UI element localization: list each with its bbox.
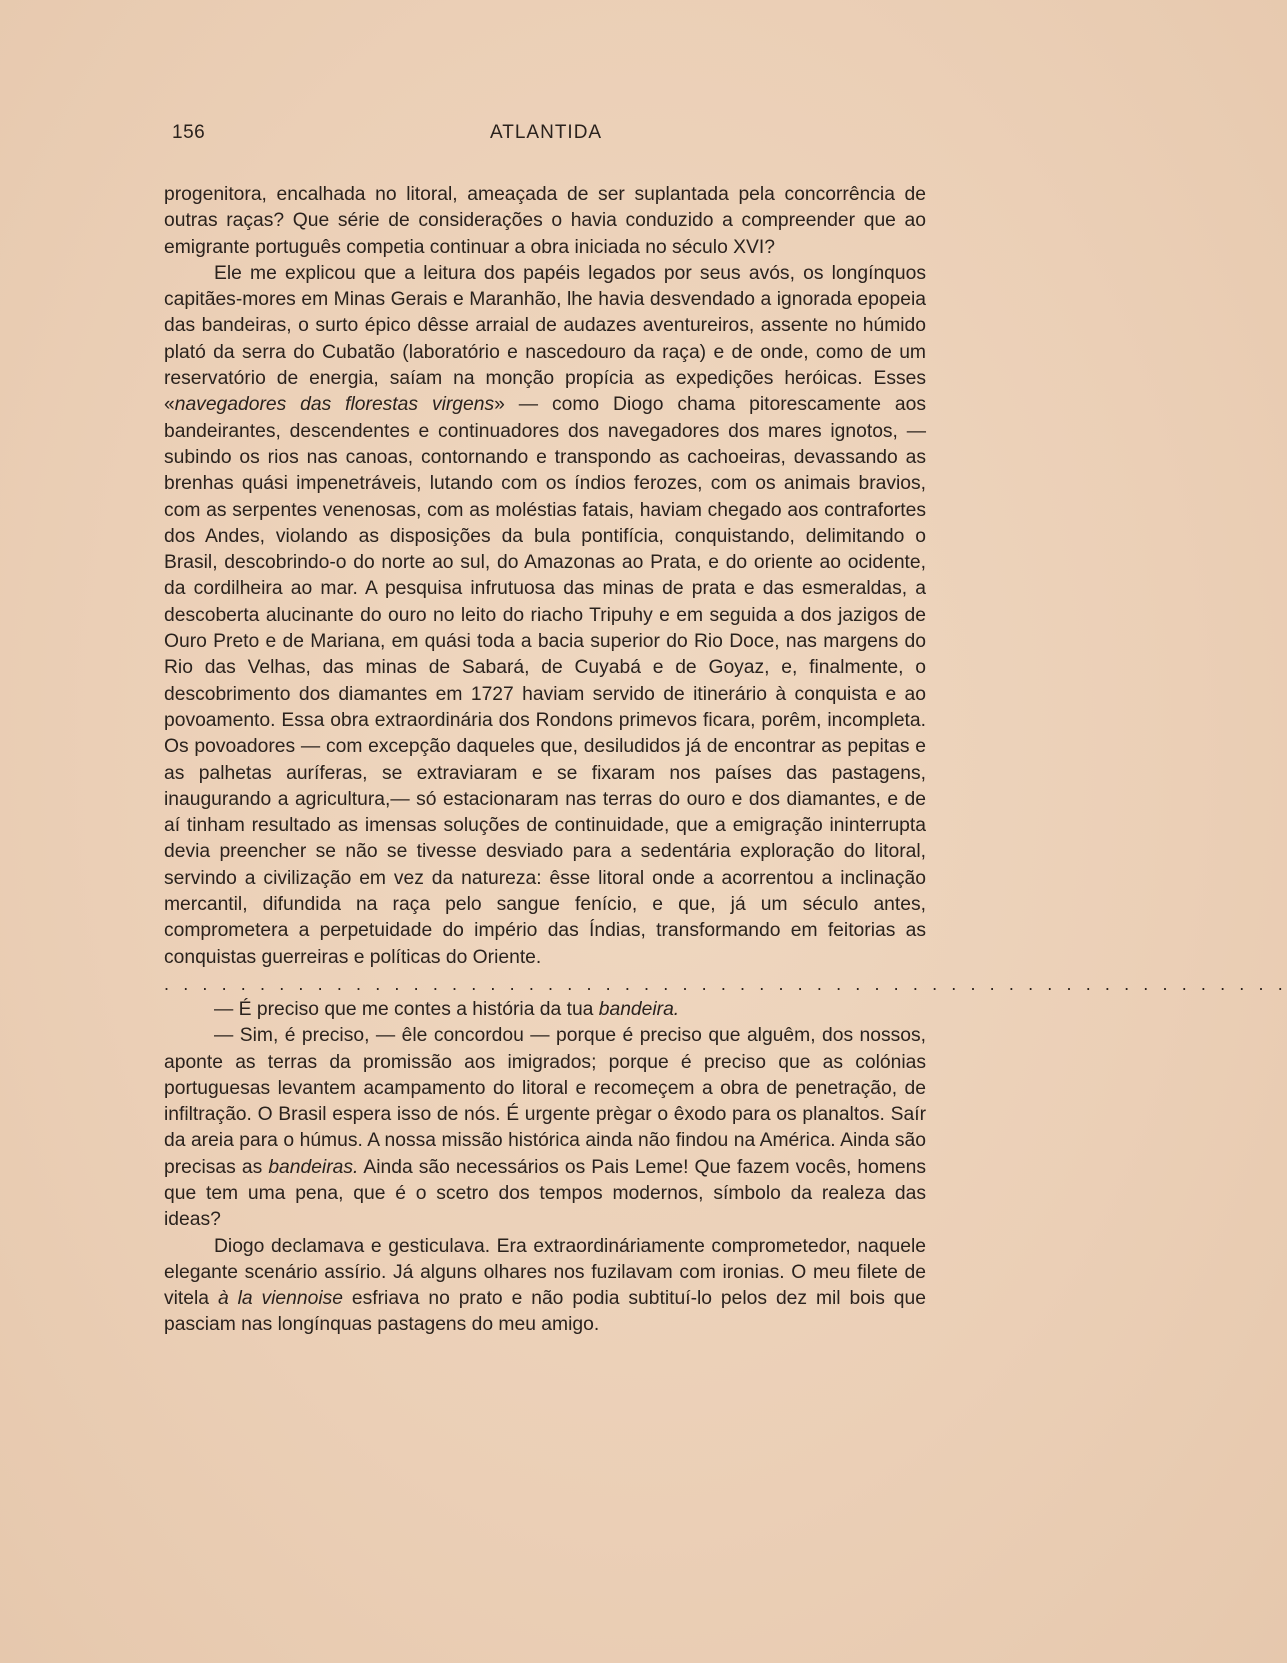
paragraph-5-text-end: esfriava no prato e não podia subtituí-lo pelos dez mil bois que pasciam nas longínquas pastagens do meu amigo. [164, 1288, 926, 1336]
page-header [172, 122, 932, 150]
paragraph-4-emphasis: bandeiras. [268, 1156, 359, 1178]
paragraph-3-text: — É preciso que me contes a história da tua [214, 998, 599, 1020]
paragraph-5-text-start: Diogo declamava e gesticulava. Era extraordináriamente comprometedor, naquele elegante scenário assírio. Já alguns olhares nos fuzilavam com ironias. O meu filete de vitela [164, 1235, 926, 1310]
paragraph-1-text: progenitora, encalhada no litoral, ameaçada de ser suplantada pela concorrência de outras raças? Que série de considerações o havia conduzido a compreender que ao emigrante português competia continuar a obra iniciada no século XVI? [164, 184, 926, 258]
paragraph-5-emphasis: à la viennoise [217, 1288, 343, 1310]
running-title: ATLANTIDA [490, 122, 603, 143]
paragraph-4-text-start: — Sim, é preciso, — êle concordou — porque é preciso que alguêm, dos nossos, aponte as terras da promissão aos imigrados; porque é preciso que as colónias portuguesas levantem acampamento do litoral e recomeçem a obra de penetração, de infiltração. O Brasil espera isso de nós. É urgente prègar o êxodo para os planaltos. Saír da areia para o húmus. A nossa missão histórica ainda não findou na América. Ainda são precisas as [164, 1025, 926, 1178]
paragraph-3-emphasis: bandeira. [598, 998, 680, 1020]
section-divider-dots: . . . . . . . . . . . . . . . . . . . . . . . . . . . . . . . . . . . . . . . . . . . . . . . . . . . . . . . . . . . [164, 973, 1287, 994]
paragraph-2-text-start: Ele me explicou que a leitura dos papéis legados por seus avós, os longínquos capitães-mores em Minas Gerais e Maranhão, lhe havia desvendado a ignorada epopeia das bandeiras, o surto épico dêsse arraial de audazes aventureiros, assente no húmido plató da serra do Cubatão (laboratório e nascedouro da raça) e de onde, como de um reservatório de energia, saíam na monção propícia as expedições heróicas. Esses « [164, 262, 926, 416]
paragraph-3 [164, 997, 926, 1023]
page-number: 156 [172, 122, 206, 143]
paragraph-1 [164, 182, 926, 261]
body-text [164, 182, 1287, 1339]
paragraph-5 [164, 1234, 926, 1339]
paragraph-4 [164, 1023, 926, 1233]
paragraph-2-text-end: » — como Diogo chama pitorescamente aos bandeirantes, descendentes e continuadores dos navegadores dos mares ignotos, — subindo os rios nas canoas, contornando e transpondo as cachoeiras, devassando as brenhas quási impenetráveis, lutando com os índios ferozes, com os animais bravios, com as serpentes venenosas, com as moléstias fatais, haviam chegado aos contrafortes dos Andes, violando as disposições da bula pontifícia, conquistando, delimitando o Brasil, descobrindo-o do norte ao sul, do Amazonas ao Prata, e do oriente ao ocidente, da cordilheira ao mar. A pesquisa infrutuosa das minas de prata e das esmeraldas, a descoberta alucinante do ouro no leito do riacho Tripuhy e em seguida a dos jazigos de Ouro Preto e de Mariana, em quási toda a bacia superior do Rio Doce, nas margens do Rio das Velhas, das minas de Sabará, de Cuyabá e de Goyaz, e, finalmente, o descobrimento dos diamantes em 1727 haviam servido de itinerário à conquista e ao povoamento. Essa obra extraordinária dos Rondons primevos ficara, porêm, incompleta. Os povoadores — com excepção daqueles que, desiludidos já de encontrar as pepitas e as palhetas auríferas, se extraviaram e se fixaram nos países das pastagens, inaugurando a agricultura,— só estacionaram nas terras do ouro e dos diamantes, e de aí tinham resultado as imensas soluções de continuidade, que a emigração ininterrupta devia preencher se não se tivesse desviado para a sedentária exploração do litoral, servindo a civilização em vez da natureza: êsse litoral onde a acorrentou a inclinação mercantil, difundida na raça pelo sangue fenício, e que, já um século antes, comprometera a perpetuidade do império das Índias, transformando em feitorias as conquistas guerreiras e políticas do Oriente. [164, 394, 926, 968]
paragraph-2 [164, 261, 926, 971]
paragraph-4-text-end: Ainda são necessários os Pais Leme! Que fazem vocês, homens que tem uma pena, que é o scetro dos tempos modernos, símbolo da realeza das ideas? [164, 1156, 927, 1231]
paragraph-2-emphasis: navegadores das florestas virgens [174, 394, 495, 416]
